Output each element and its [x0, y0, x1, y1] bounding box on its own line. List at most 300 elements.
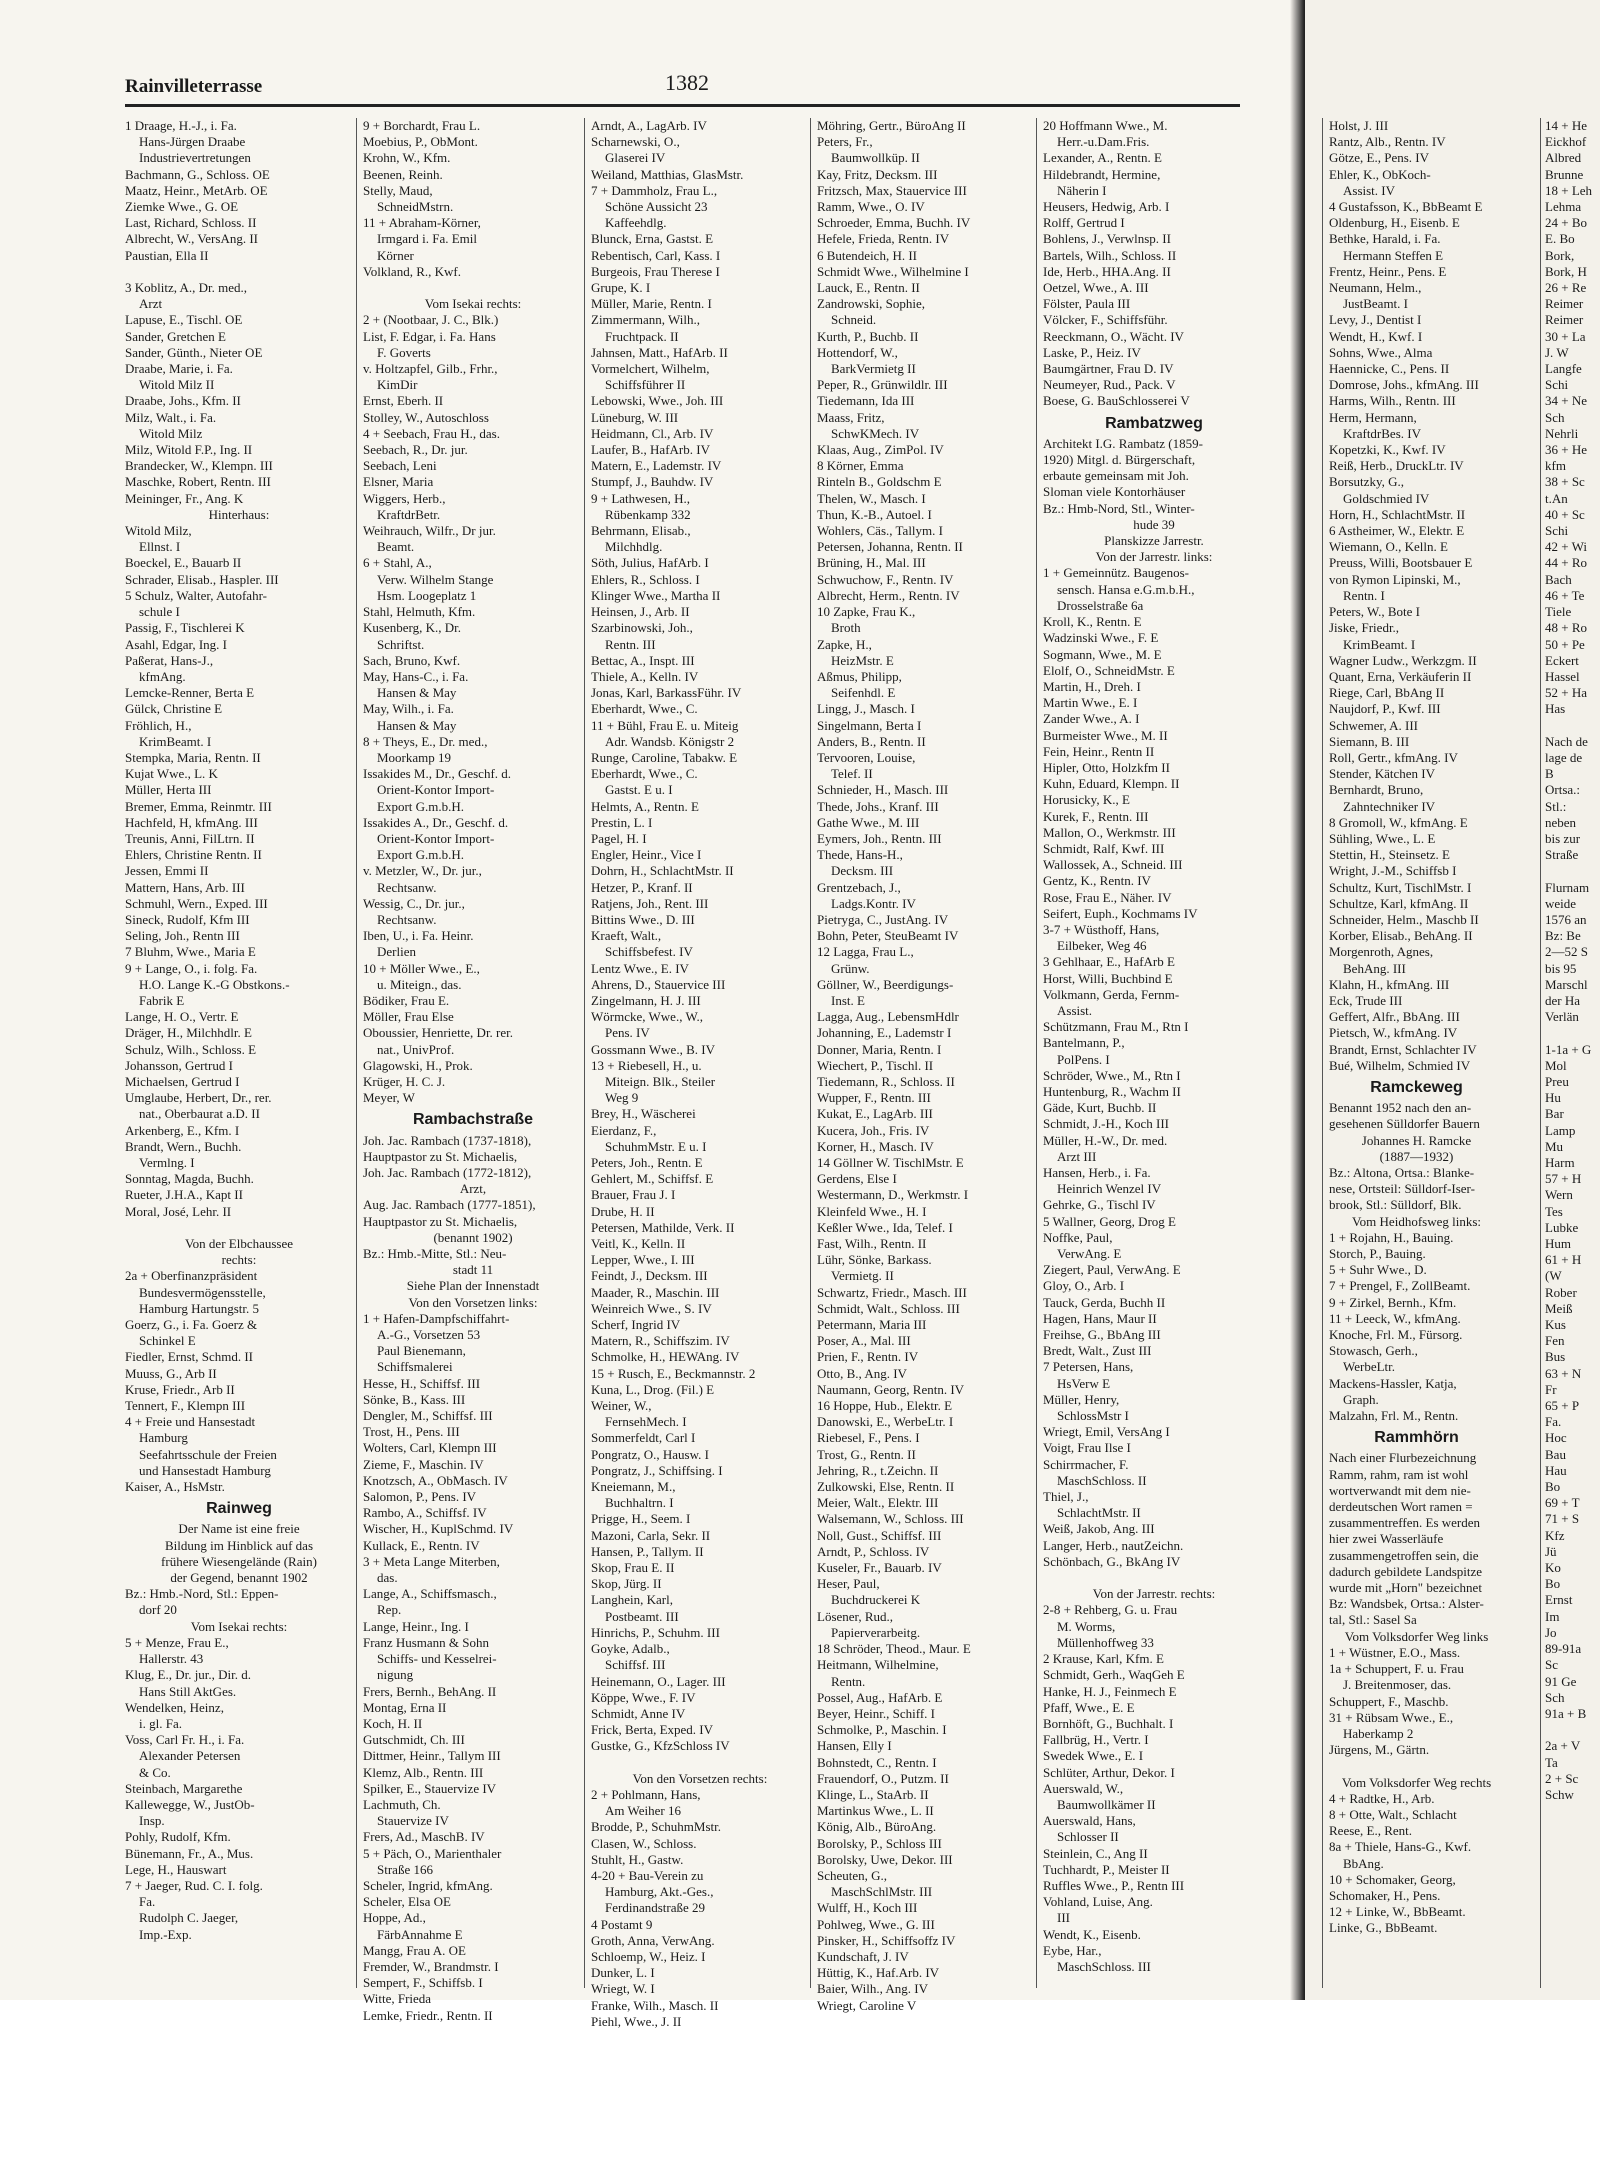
- directory-entry: Lamp: [1545, 1122, 1576, 1138]
- directory-entry: Hamburg: [139, 1430, 188, 1446]
- directory-entry: erbaute gemeinsam mit Joh.: [1043, 468, 1189, 484]
- directory-entry: Hassel: [1545, 668, 1580, 684]
- directory-entry: Sönke, B., Kass. III: [363, 1391, 466, 1407]
- directory-entry: Passig, F., Tischlerei K: [125, 620, 245, 636]
- directory-entry: Schiffs- und Kesselrei-: [377, 1651, 497, 1667]
- section-note: Hinterhaus:: [208, 506, 270, 522]
- directory-entry: Weinreich Wwe., S. IV: [591, 1300, 712, 1316]
- directory-entry: 1920) Mitgl. d. Bürgerschaft,: [1043, 452, 1196, 468]
- directory-entry: derdeutschen Wort ramen =: [1329, 1499, 1473, 1515]
- directory-entry: Boeckel, E., Bauarb II: [125, 555, 242, 571]
- directory-entry: Heinemann, O., Lager. III: [591, 1673, 726, 1689]
- directory-entry: Martinkus Wwe., L. II: [817, 1803, 934, 1819]
- directory-entry: Bach: [1545, 571, 1572, 587]
- directory-entry: Brandt, Ernst, Schlachter IV: [1329, 1041, 1477, 1057]
- directory-entry: Müller, Herta III: [125, 782, 212, 798]
- directory-entry: Moral, José, Lehr. II: [125, 1203, 232, 1219]
- directory-entry: Seling, Joh., Rentn III: [125, 928, 240, 944]
- directory-entry: Kallewegge, W., JustOb-: [125, 1796, 255, 1812]
- directory-entry: Fröhlich, H.,: [125, 717, 192, 733]
- directory-entry: weide: [1545, 895, 1577, 911]
- directory-entry: Baier, Wilh., Ang. IV: [817, 1981, 929, 1997]
- directory-entry: Körner: [377, 247, 414, 263]
- directory-entry: Hau: [1545, 1462, 1567, 1478]
- directory-entry: Eck, Trude III: [1329, 992, 1403, 1008]
- directory-entry: v. Metzler, W., Dr. jur.,: [363, 863, 482, 879]
- section-note: Siehe Plan der Innenstadt: [406, 1278, 540, 1294]
- directory-entry: Ortsa.:: [1545, 782, 1581, 798]
- directory-entry: 9 + Lathwesen, H.,: [591, 490, 691, 506]
- directory-entry: Näherin I: [1057, 182, 1107, 198]
- directory-entry: Meyer, W: [363, 1090, 415, 1106]
- directory-entry: 18 + Leh: [1545, 182, 1593, 198]
- directory-entry: Wiggers, Herb.,: [363, 490, 446, 506]
- directory-entry: Kujat Wwe., L. K: [125, 766, 218, 782]
- directory-entry: WerbeLtr.: [1343, 1359, 1396, 1375]
- directory-entry: Anders, B., Rentn. II: [817, 733, 926, 749]
- directory-entry: Fallbrüg, H., Vertr. I: [1043, 1732, 1149, 1748]
- directory-entry: Schomaker, H., Pens.: [1329, 1887, 1441, 1903]
- directory-entry: FärbAnnahme E: [377, 1926, 463, 1942]
- directory-entry: Miteign. Blk., Steiler: [605, 1073, 716, 1089]
- directory-entry: 63 + N: [1545, 1365, 1582, 1381]
- directory-entry: Hansen & May: [377, 685, 457, 701]
- directory-entry: Rudolph C. Jaeger,: [139, 1910, 239, 1926]
- directory-entry: Grentzebach, J.,: [817, 879, 901, 895]
- directory-entry: Geffert, Alfr., BbAng. III: [1329, 1009, 1460, 1025]
- directory-entry: 8 + Otte, Walt., Schlacht: [1329, 1806, 1457, 1822]
- directory-entry: Seifert, Euph., Kochmams IV: [1043, 905, 1198, 921]
- directory-entry: Ratjens, Joh., Rent. III: [591, 895, 709, 911]
- directory-entry: 1 + Gemeinnütz. Baugenos-: [1043, 565, 1189, 581]
- directory-entry: Möhring, Gertr., BüroAng II: [817, 118, 966, 133]
- directory-entry: Szarbinowski, Joh.,: [591, 620, 693, 636]
- directory-entry: Mallon, O., Werkmstr. III: [1043, 824, 1176, 840]
- directory-entry: SchneidMstrn.: [377, 199, 454, 215]
- directory-entry: Hauptpastor zu St. Michaelis,: [363, 1213, 518, 1229]
- directory-entry: Bornhöft, G., Buchhalt. I: [1043, 1715, 1174, 1731]
- directory-entry: Stahl, Helmuth, Kfm.: [363, 604, 476, 620]
- directory-entry: SchwKMech. IV: [831, 425, 920, 441]
- directory-entry: Skop, Jürg. II: [591, 1576, 662, 1592]
- directory-entry: Tervooren, Louise,: [817, 749, 916, 765]
- directory-entry: Joh. Jac. Rambach (1737-1818),: [363, 1132, 532, 1148]
- directory-entry: 10 Zapke, Frau K.,: [817, 604, 916, 620]
- directory-entry: von Rymon Lipinski, M.,: [1329, 571, 1461, 587]
- directory-entry: Sander, Gretchen E: [125, 328, 226, 344]
- directory-entry: May, Wilh., i. Fa.: [363, 701, 454, 717]
- directory-entry: Wiemann, O., Kelln. E: [1329, 539, 1448, 555]
- directory-entry: Pfaff, Wwe., E. E: [1043, 1699, 1135, 1715]
- directory-entry: Klahn, H., kfmAng. III: [1329, 976, 1450, 992]
- directory-entry: Reimer: [1545, 296, 1584, 312]
- directory-entry: Bo: [1545, 1576, 1561, 1592]
- directory-entry: Mackens-Hassler, Katja,: [1329, 1375, 1457, 1391]
- directory-entry: Hans Still AktGes.: [139, 1683, 237, 1699]
- directory-entry: Ladgs.Kontr. IV: [831, 895, 916, 911]
- directory-entry: dadurch gebildete Landspitze: [1329, 1563, 1483, 1579]
- directory-entry: Herr.-u.Dam.Fris.: [1057, 134, 1150, 150]
- directory-entry: Lühr, Sönke, Barkass.: [817, 1252, 932, 1268]
- directory-entry: Korber, Elisab., BehAng. II: [1329, 928, 1473, 944]
- column-5: [1036, 118, 1265, 1988]
- directory-entry: Spilker, E., Stauervize IV: [363, 1780, 497, 1796]
- directory-entry: Eberhardt, Wwe., C.: [591, 766, 698, 782]
- directory-entry: Dräger, H., Milchhdlr. E: [125, 1025, 252, 1041]
- directory-entry: 91a + B: [1545, 1705, 1587, 1721]
- directory-entry: Brauer, Frau J. I: [591, 1187, 676, 1203]
- directory-entry: Schlosser II: [1057, 1829, 1119, 1845]
- directory-entry: Heser, Paul,: [817, 1576, 880, 1592]
- directory-entry: Montag, Erna II: [363, 1699, 447, 1715]
- directory-entry: 3-7 + Wüsthoff, Hans,: [1043, 921, 1160, 937]
- directory-entry: tal, Stl.: Sasel Sa: [1329, 1612, 1417, 1628]
- directory-entry: Mu: [1545, 1138, 1564, 1154]
- directory-entry: Assist.: [1057, 1002, 1093, 1018]
- directory-entry: Beenen, Reinh.: [363, 166, 443, 182]
- directory-entry: Noll, Gust., Schiffsf. III: [817, 1527, 942, 1543]
- directory-entry: Schneider, Helm., Maschb II: [1329, 911, 1479, 927]
- directory-entry: dorf 20: [139, 1602, 177, 1618]
- directory-entry: Hagen, Hans, Maur II: [1043, 1310, 1157, 1326]
- directory-entry: 61 + H: [1545, 1252, 1582, 1268]
- street-heading: Rammhörn: [1374, 1429, 1459, 1447]
- directory-entry: Müller, Marie, Rentn. I: [591, 296, 712, 312]
- directory-entry: 30 + La: [1545, 328, 1586, 344]
- directory-entry: Ziegert, Paul, VerwAng. E: [1043, 1262, 1181, 1278]
- directory-entry: Lapuse, E., Tischl. OE: [125, 312, 243, 328]
- directory-entry: 4 Postamt 9: [591, 1916, 653, 1932]
- directory-entry: [125, 264, 353, 280]
- directory-entry: Thelen, W., Masch. I: [817, 490, 926, 506]
- directory-entry: Freihse, G., BbAng III: [1043, 1327, 1161, 1343]
- directory-entry: Prigge, H., Seem. I: [591, 1511, 691, 1527]
- directory-entry: Petermann, Maria III: [817, 1317, 927, 1333]
- directory-entry: Last, Richard, Schloss. II: [125, 215, 257, 231]
- directory-entry: Has: [1545, 701, 1566, 717]
- directory-entry: Domrose, Johs., kfmAng. III: [1329, 377, 1479, 393]
- directory-entry: Klug, E., Dr. jur., Dir. d.: [125, 1667, 252, 1683]
- directory-entry: Thiel, J.,: [1043, 1489, 1089, 1505]
- directory-entry: Levy, J., Dentist I: [1329, 312, 1422, 328]
- directory-entry: Michaelsen, Gertrud I: [125, 1073, 240, 1089]
- directory-entry: Reiß, Herb., DruckLtr. IV: [1329, 458, 1464, 474]
- directory-entry: KimDir: [377, 377, 418, 393]
- directory-entry: Schröder, Wwe., M., Rtn I: [1043, 1067, 1181, 1083]
- directory-entry: Klemz, Alb., Rentn. III: [363, 1764, 484, 1780]
- directory-entry: Kus: [1545, 1317, 1566, 1333]
- directory-entry: Vohland, Luise, Ang.: [1043, 1894, 1153, 1910]
- directory-entry: Rober: [1545, 1284, 1577, 1300]
- directory-entry: Bar: [1545, 1106, 1564, 1122]
- directory-entry: H.O. Lange K.-G Obstkons.-: [139, 976, 290, 992]
- directory-entry: Knotzsch, A., ObMasch. IV: [363, 1472, 508, 1488]
- directory-entry: Thun, K.-B., Autoel. I: [817, 506, 932, 522]
- directory-entry: Insp.: [139, 1813, 165, 1829]
- directory-entry: List, F. Edgar, i. Fa. Hans: [363, 328, 496, 344]
- directory-entry: Lagga, Aug., LebensmHdlr: [817, 1009, 959, 1025]
- directory-entry: Export G.m.b.H.: [377, 798, 465, 814]
- directory-entry: Brandecker, W., Klempn. III: [125, 458, 273, 474]
- directory-entry: Ahrens, D., Stauervice III: [591, 976, 726, 992]
- directory-entry: Oetzel, Wwe., A. III: [1043, 280, 1149, 296]
- directory-entry: Holst, J. III: [1329, 118, 1389, 133]
- section-note: Von der Jarrestr. rechts:: [1092, 1586, 1216, 1602]
- directory-entry: SchlossMstr I: [1057, 1408, 1129, 1424]
- directory-entry: Bettac, A., Inspt. III: [591, 652, 695, 668]
- directory-entry: Eberhardt, Wwe., C.: [591, 701, 698, 717]
- directory-entry: Frers, Bernh., BehAng. II: [363, 1683, 497, 1699]
- directory-entry: Hüttig, K., Haf.Arb. IV: [817, 1965, 940, 1981]
- directory-entry: Witold Milz: [139, 425, 203, 441]
- directory-entry: 13 + Riebesell, H., u.: [591, 1057, 702, 1073]
- directory-entry: Hildebrandt, Hermine,: [1043, 166, 1161, 182]
- directory-entry: Zulkowski, Else, Rentn. II: [817, 1479, 955, 1495]
- section-note: Von den Vorsetzen links:: [408, 1294, 538, 1310]
- page-header: [125, 68, 1240, 107]
- directory-entry: Kruse, Friedr., Arb II: [125, 1381, 235, 1397]
- directory-entry: Pongratz, O., Hausw. I: [591, 1446, 709, 1462]
- directory-entry: Heusers, Hedwig, Arb. I: [1043, 199, 1170, 215]
- directory-entry: Lehma: [1545, 199, 1582, 215]
- directory-entry: Hamburg, Akt.-Ges.,: [605, 1884, 714, 1900]
- directory-entry: KrimBeamt. I: [1343, 636, 1416, 652]
- directory-entry: Mattern, Hans, Arb. III: [125, 879, 245, 895]
- directory-entry: Fein, Heinr., Rentn II: [1043, 743, 1155, 759]
- directory-entry: Schmidt, Gerh., WaqGeh E: [1043, 1667, 1185, 1683]
- directory-entry: Oldenburg, H., Eisenb. E: [1329, 215, 1460, 231]
- directory-entry: Keßler Wwe., Ida, Telef. I: [817, 1219, 953, 1235]
- directory-entry: 10 + Möller Wwe., E.,: [363, 960, 480, 976]
- directory-entry: 8 + Theys, E., Dr. med.,: [363, 733, 488, 749]
- directory-entry: Schwartz, Friedr., Masch. III: [817, 1284, 967, 1300]
- directory-entry: Tuchhardt, P., Meister II: [1043, 1861, 1170, 1877]
- directory-entry: Schönbach, G., BkAng IV: [1043, 1553, 1181, 1569]
- directory-entry: Göllner, W., Beerdigungs-: [817, 976, 954, 992]
- directory-entry: Lange, A., Schiffsmasch.,: [363, 1586, 497, 1602]
- directory-entry: v. Holtzapfel, Gilb., Frhr.,: [363, 361, 498, 377]
- directory-entry: kfmAng.: [139, 668, 186, 684]
- directory-entry: Hansen & May: [377, 717, 457, 733]
- directory-entry: Jahnsen, Matt., HafArb. II: [591, 344, 728, 360]
- directory-entry: Hetzer, P., Kranf. II: [591, 879, 693, 895]
- directory-entry: Milchhdlg.: [605, 539, 663, 555]
- directory-entry: Rose, Frau E., Näher. IV: [1043, 889, 1172, 905]
- directory-entry: Kuhn, Eduard, Klempn. II: [1043, 776, 1180, 792]
- directory-entry: Lösener, Rud.,: [817, 1608, 894, 1624]
- directory-entry: Gerdens, Else I: [817, 1171, 897, 1187]
- directory-entry: Mangg, Frau A. OE: [363, 1942, 466, 1958]
- directory-entry: Flurnam: [1545, 879, 1590, 895]
- directory-entry: Reeckmann, O., Wächt. IV: [1043, 328, 1184, 344]
- directory-entry: Rübenkamp 332: [605, 506, 691, 522]
- directory-entry: Muuss, G., Arb II: [125, 1365, 217, 1381]
- directory-entry: Asahl, Edgar, Ing. I: [125, 636, 228, 652]
- directory-entry: Oboussier, Henriette, Dr. rer.: [363, 1025, 514, 1041]
- directory-entry: MaschSchlMstr. III: [831, 1884, 933, 1900]
- directory-entry: 26 + Re: [1545, 280, 1587, 296]
- directory-entry: 2a + Oberfinanzpräsident: [125, 1268, 258, 1284]
- directory-entry: Stolley, W., Autoschloss: [363, 409, 489, 425]
- directory-entry: Behrmann, Elisab.,: [591, 523, 691, 539]
- directory-entry: Brandt, Wern., Buchh.: [125, 1138, 242, 1154]
- directory-entry: 5 Schulz, Walter, Autofahr-: [125, 587, 267, 603]
- section-note: Johannes H. Ramcke: [1361, 1132, 1472, 1148]
- directory-entry: Eymers, Joh., Rentn. III: [817, 830, 942, 846]
- directory-entry: 4-20 + Bau-Verein zu: [591, 1867, 704, 1883]
- directory-entry: Bödiker, Frau E.: [363, 992, 450, 1008]
- directory-entry: Aßmus, Philipp,: [817, 668, 902, 684]
- directory-entry: Verw. Wilhelm Stange: [377, 571, 494, 587]
- directory-entry: Laufer, B., HafArb. IV: [591, 442, 710, 458]
- directory-entry: Krüger, H. C. J.: [363, 1073, 446, 1089]
- directory-entry: Frentz, Heinr., Pens. E: [1329, 263, 1447, 279]
- directory-entry: E. Bo: [1545, 231, 1575, 247]
- directory-entry: Rentn.: [831, 1673, 866, 1689]
- directory-entry: Prestin, L. I: [591, 814, 653, 830]
- directory-entry: Bernhardt, Bruno,: [1329, 782, 1424, 798]
- directory-entry: BehAng. III: [1343, 960, 1406, 976]
- directory-entry: 4 + Freie und Hansestadt: [125, 1414, 256, 1430]
- directory-entry: Hu: [1545, 1090, 1561, 1106]
- directory-entry: t.An: [1545, 490, 1568, 506]
- directory-entry: Jiske, Friedr.,: [1329, 620, 1400, 636]
- directory-entry: Kuna, L., Drog. (Fil.) E: [591, 1381, 715, 1397]
- directory-entry: Feindt, J., Decksm. III: [591, 1268, 708, 1284]
- directory-entry: Klaas, Aug., ZimPol. IV: [817, 442, 944, 458]
- directory-entry: Hottendorf, W.,: [817, 344, 898, 360]
- directory-entry: Tiedemann, R., Schloss. II: [817, 1073, 955, 1089]
- directory-entry: Lebowski, Wwe., Joh. III: [591, 393, 724, 409]
- directory-entry: Schultz, Kurt, TischlMstr. I: [1329, 879, 1472, 895]
- directory-entry: Draabe, Marie, i. Fa.: [125, 361, 233, 377]
- directory-entry: Lege, H., Hauswart: [125, 1861, 227, 1877]
- section-note: frühere Wiesengelände (Rain): [161, 1553, 317, 1569]
- directory-entry: Klinge, L., StaArb. II: [817, 1786, 929, 1802]
- directory-entry: HsVerw E: [1057, 1375, 1111, 1391]
- directory-entry: 11 + Bühl, Frau E. u. Miteig: [591, 717, 739, 733]
- directory-entry: Milz, Witold F.P., Ing. II: [125, 442, 253, 458]
- directory-entry: 2—52 S: [1545, 944, 1588, 960]
- directory-entry: Glaserei IV: [605, 150, 666, 166]
- directory-entry: Aug. Jac. Rambach (1777-1851),: [363, 1197, 536, 1213]
- directory-entry: Telef. II: [831, 766, 873, 782]
- directory-entry: Milz, Walt., i. Fa.: [125, 409, 217, 425]
- directory-entry: 11 + Abraham-Körner,: [363, 215, 481, 231]
- directory-entry: Ramm, Wwe., O. IV: [817, 199, 925, 215]
- directory-entry: Burmeister Wwe., M. II: [1043, 727, 1168, 743]
- directory-entry: Quant, Erna, Verkäuferin II: [1329, 668, 1472, 684]
- directory-entry: Drube, H. II: [591, 1203, 655, 1219]
- directory-entry: Ziemke Wwe., G. OE: [125, 199, 239, 215]
- directory-entry: 15 + Rusch, E., Beckmannstr. 2: [591, 1365, 756, 1381]
- directory-entry: Weihrauch, Wilfr., Dr jur.: [363, 523, 496, 539]
- directory-entry: Frauendorf, O., Putzm. II: [817, 1770, 949, 1786]
- directory-entry: kfm: [1545, 458, 1566, 474]
- directory-entry: 38 + Sc: [1545, 474, 1585, 490]
- directory-entry: Export G.m.b.H.: [377, 847, 465, 863]
- directory-entry: nese, Ortsteil: Sülldorf-Iser-: [1329, 1181, 1475, 1197]
- directory-entry: Pinsker, H., Schiffsoffz IV: [817, 1932, 956, 1948]
- directory-entry: Meier, Walt., Elektr. III: [817, 1495, 939, 1511]
- directory-entry: Scheler, Ingrid, kfmAng.: [363, 1877, 493, 1893]
- directory-entry: bis 95: [1545, 960, 1577, 976]
- directory-entry: Stettin, H., Steinsetz. E: [1329, 847, 1450, 863]
- directory-entry: Engler, Heinr., Vice I: [591, 847, 702, 863]
- directory-entry: Seifenhdl. E: [831, 685, 896, 701]
- directory-entry: Petersen, Johanna, Rentn. II: [817, 539, 963, 555]
- directory-entry: Kfz: [1545, 1527, 1565, 1543]
- directory-entry: Schultze, Karl, kfmAng. II: [1329, 895, 1469, 911]
- directory-entry: Franz Husmann & Sohn: [363, 1634, 490, 1650]
- column-2: [356, 118, 583, 2023]
- directory-entry: Vermlng. I: [139, 1155, 195, 1170]
- directory-entry: Rolff, Gertrud I: [1043, 215, 1125, 231]
- directory-entry: Seebach, Leni: [363, 458, 437, 474]
- directory-entry: Siemann, B. III: [1329, 733, 1410, 749]
- directory-entry: i. gl. Fa.: [139, 1715, 182, 1731]
- directory-entry: Kucera, Joh., Fris. IV: [817, 1122, 930, 1138]
- directory-entry: Gloy, O., Arb. I: [1043, 1278, 1125, 1294]
- directory-entry: Rep.: [377, 1602, 402, 1618]
- directory-entry: 12 Lagga, Frau L.,: [817, 944, 914, 960]
- directory-entry: 20 Hoffmann Wwe., M.: [1043, 118, 1168, 133]
- directory-entry: Wulff, H., Koch III: [817, 1900, 918, 1916]
- directory-entry: Kukat, E., LagArb. III: [817, 1106, 933, 1122]
- directory-entry: Otto, B., Ang. IV: [817, 1365, 907, 1381]
- section-note: hude 39: [1133, 516, 1175, 532]
- directory-entry: Langhein, Karl,: [591, 1592, 673, 1608]
- directory-entry: Ide, Herb., HHA.Ang. II: [1043, 263, 1171, 279]
- directory-entry: Schmidt Wwe., Wilhelmine I: [817, 263, 969, 279]
- directory-entry: Pagel, H. I: [591, 830, 647, 846]
- directory-entry: Gehrke, G., Tischl IV: [1043, 1197, 1156, 1213]
- directory-entry: Schwemer, A. III: [1329, 717, 1419, 733]
- directory-entry: 2 + Pohlmann, Hans,: [591, 1786, 701, 1802]
- directory-entry: Möller, Frau Else: [363, 1009, 454, 1025]
- directory-entry: Schw: [1545, 1786, 1574, 1802]
- directory-entry: Elsner, Maria: [363, 474, 434, 490]
- directory-entry: nigung: [377, 1667, 414, 1683]
- directory-entry: Lexander, A., Rentn. E: [1043, 150, 1162, 166]
- directory-entry: 5 + Päch, O., Marienthaler: [363, 1845, 502, 1861]
- directory-entry: 2 Krause, Karl, Kfm. E: [1043, 1651, 1164, 1667]
- directory-entry: 7 Petersen, Hans,: [1043, 1359, 1134, 1375]
- directory-entry: Veitl, K., Kelln. II: [591, 1236, 686, 1252]
- directory-entry: Pietsch, W., kfmAng. IV: [1329, 1025, 1458, 1041]
- directory-entry: Trost, G., Rentn. II: [817, 1446, 916, 1462]
- directory-entry: Klinger Wwe., Martha II: [591, 587, 721, 603]
- directory-entry: 9 + Borchardt, Frau L.: [363, 118, 481, 133]
- directory-entry: Reese, E., Rent.: [1329, 1823, 1413, 1839]
- directory-entry: JustBeamt. I: [1343, 296, 1408, 312]
- directory-entry: Steinbach, Margarethe: [125, 1780, 243, 1796]
- directory-entry: Schuppert, F., Maschb.: [1329, 1693, 1449, 1709]
- directory-entry: Stumpf, J., Bauhdw. IV: [591, 474, 714, 490]
- directory-entry: Lange, Heinr., Ing. I: [363, 1618, 469, 1634]
- directory-entry: Sander, Günth., Nieter OE: [125, 344, 263, 360]
- directory-entry: 34 + Ne: [1545, 393, 1587, 409]
- directory-entry: Donner, Maria, Rentn. I: [817, 1041, 942, 1057]
- directory-entry: 11 + Leeck, W., kfmAng.: [1329, 1310, 1461, 1326]
- directory-entry: Gäde, Kurt, Buchb. II: [1043, 1100, 1157, 1116]
- directory-entry: Kaiser, A., HsMstr.: [125, 1479, 225, 1495]
- directory-entry: Jehring, R., t.Zeichn. II: [817, 1462, 939, 1478]
- directory-entry: Reimer: [1545, 312, 1584, 328]
- directory-entry: 6 Butendeich, H. II: [817, 247, 918, 263]
- directory-entry: Bittins Wwe., D. III: [591, 911, 695, 927]
- directory-entry: Rechtsanw.: [377, 879, 437, 895]
